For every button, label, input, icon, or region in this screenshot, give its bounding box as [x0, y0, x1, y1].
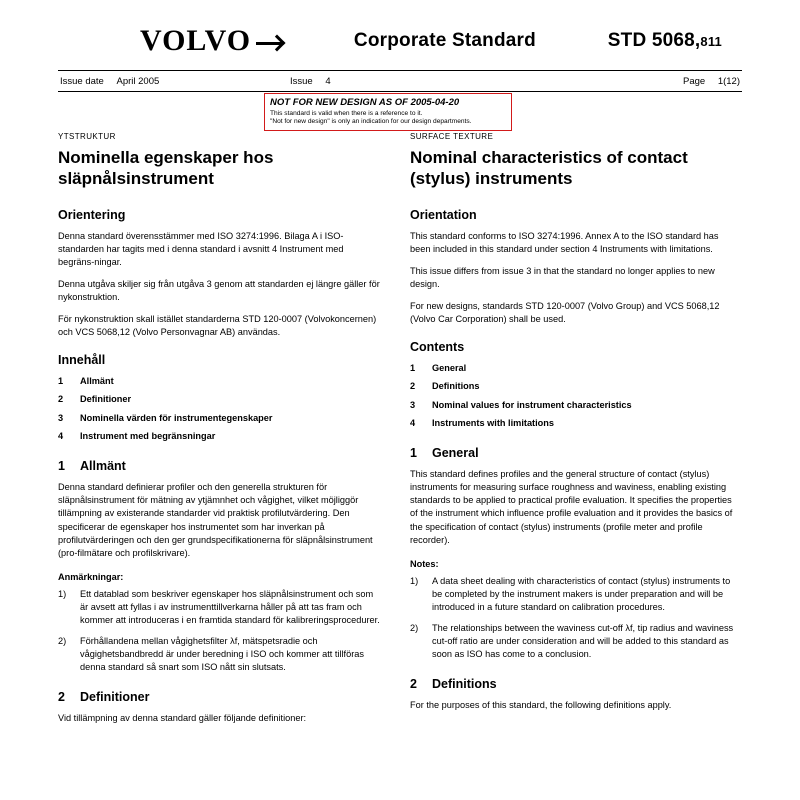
- column-swedish: [58, 132, 382, 734]
- toc-item-label: Definitioner: [80, 394, 132, 405]
- volvo-arrow-icon: [256, 42, 282, 45]
- heading-contents-english: Contents: [410, 339, 465, 354]
- warning-area: [58, 92, 742, 128]
- standard-number-main: STD 5068,: [607, 30, 701, 51]
- section1-number-en: 1: [410, 446, 417, 461]
- toc-item: [58, 393, 382, 406]
- warning-title: NOT FOR NEW DESIGN AS OF 2005-04-20: [270, 97, 460, 108]
- issue-date-field: [60, 76, 290, 87]
- document-type-title: Corporate Standard: [353, 30, 536, 51]
- not-for-new-design-box: [264, 93, 512, 131]
- toc-item-label: Instrument med begränsningar: [80, 430, 216, 441]
- standard-number: [608, 30, 722, 52]
- warning-line-1: This standard is valid when there is a reference to it.: [270, 110, 423, 117]
- heading-section2-swedish: [58, 690, 382, 704]
- toc-english: [410, 362, 734, 430]
- note-item: [410, 575, 734, 614]
- document-columns: [58, 132, 742, 734]
- note-item: [58, 635, 382, 674]
- toc-swedish: [58, 375, 382, 443]
- issue-value: 4: [325, 75, 331, 87]
- volvo-logo-text: VOLVO: [140, 24, 252, 57]
- paragraph-orientation-en-3: For new designs, standards STD 120-0007 (Volvo Group) and VCS 5068,12 (Volvo Car Corporation) shall be used.: [410, 300, 720, 324]
- kicker-english: SURFACE TEXTURE: [410, 132, 494, 141]
- toc-item-number: 3: [410, 399, 416, 410]
- note-number: 2): [410, 622, 419, 633]
- section2-title-en: Definitions: [432, 677, 497, 691]
- volvo-logo: [138, 24, 282, 58]
- toc-item: [410, 380, 734, 393]
- kicker-swedish: YTSTRUKTUR: [58, 132, 116, 141]
- heading-section2-english: [410, 677, 734, 691]
- heading-orientation-swedish: Orientering: [58, 207, 126, 222]
- toc-item: [410, 417, 734, 430]
- toc-item-label: Definitions: [432, 381, 480, 392]
- issue-label: Issue: [290, 75, 313, 87]
- note-number: 2): [58, 635, 67, 646]
- issue-field: [290, 76, 590, 87]
- section1-title-sv: Allmänt: [80, 459, 126, 474]
- note-number: 1): [410, 575, 419, 586]
- toc-item-number: 4: [410, 417, 416, 428]
- toc-item-label: General: [432, 362, 467, 373]
- title-swedish: Nominella egenskaper hos släpnålsinstrument: [58, 148, 274, 189]
- section2-title-sv: Definitioner: [80, 690, 150, 705]
- toc-item-label: Nominella värden för instrumentegenskaper: [80, 412, 273, 423]
- paragraph-orientation-en-2: This issue differs from issue 3 in that the standard no longer applies to new design.: [410, 265, 715, 289]
- toc-item-number: 4: [58, 430, 64, 441]
- note-item: [410, 622, 734, 661]
- note-text: Ett datablad som beskriver egenskaper hos släpnålsinstrument och som är avsett att fyllas i av instrumenttillverkarna håller på att tas fram och kommer att introduceras i en framtida standard för kalibreringsprocedurer.: [80, 588, 380, 625]
- warning-line-2: "Not for new design" is only an indication for our design departments.: [270, 118, 472, 126]
- paragraph-section1-sv-1: Denna standard definierar profiler och den generella strukturen för släpnålsinstrument för mätning av ytjämnhet och vågighet, vilket möjliggör tillämpning av existerande standarder vid praktisk profilutvärdering. Den specificerar de egenskaper hos instrumentet som har inverkan på profilutvärderingen och den ger grundspecifikationerna för släpnålsinstrument (pro-filmätare och profilskrivare).: [58, 482, 373, 558]
- heading-section1-swedish: [58, 459, 382, 473]
- note-item: [58, 588, 382, 627]
- notes-heading-swedish: Anmärkningar:: [58, 571, 124, 582]
- standard-number-suffix: 811: [700, 34, 722, 49]
- paragraph-section1-en-1: This standard defines profiles and the general structure of contact (stylus) instruments for measuring surface roughness and waviness, enabling existing standards to be applied to practical profile evaluation. It specifies the properties of the instrument which influence profile evaluation and it provides the basics of the specification of contact (stylus) instruments (profile meter and profile recorder).: [410, 469, 733, 545]
- column-english: [410, 132, 734, 734]
- note-text: A data sheet dealing with characteristics of contact (stylus) instruments to be completed by the instrument makers is under preparation and will be introduced in a future standard on calibration procedures.: [432, 575, 731, 612]
- section2-number-sv: 2: [58, 690, 65, 705]
- note-text: Förhållandena mellan vågighetsfilter λf, mätspetsradie och vågighetsbandbredd är under beredning i ISO och kommer att tillföras denna standard så snart som ISO nått sin slutsats.: [80, 635, 364, 672]
- paragraph-orientation-en-1: This standard conforms to ISO 3274:1996. Annex A to the ISO standard has been included in this standard under section 4 Instruments with limitations.: [410, 230, 719, 254]
- note-number: 1): [58, 588, 67, 599]
- heading-orientation-english: Orientation: [410, 207, 477, 222]
- toc-item: [58, 375, 382, 388]
- page-field: [590, 76, 740, 87]
- paragraph-section2-en-1: For the purposes of this standard, the following definitions apply.: [410, 700, 672, 710]
- paragraph-section2-sv-1: Vid tillämpning av denna standard gäller följande definitioner:: [58, 713, 307, 724]
- toc-item: [410, 362, 734, 375]
- toc-item-number: 1: [58, 375, 64, 386]
- toc-item: [58, 430, 382, 443]
- page-value: 1(12): [717, 75, 740, 87]
- document-masthead: [58, 18, 742, 64]
- notes-heading-english: Notes:: [410, 558, 439, 569]
- paragraph-orientation-sv-3: För nykonstruktion skall istället standarderna STD 120-0007 (Volvokoncernen) och VCS 5068,12 (Volvo Personvagnar AB) användas.: [58, 313, 377, 337]
- toc-item: [58, 412, 382, 425]
- title-english: Nominal characteristics of contact (stylus) instruments: [410, 148, 688, 189]
- section1-number-sv: 1: [58, 459, 65, 474]
- toc-item: [410, 399, 734, 412]
- section2-number-en: 2: [410, 677, 417, 691]
- toc-item-label: Instruments with limitations: [432, 417, 554, 428]
- toc-item-number: 2: [58, 394, 64, 405]
- section1-title-en: General: [432, 446, 479, 461]
- page-label: Page: [682, 75, 706, 87]
- toc-item-number: 2: [410, 381, 416, 392]
- heading-contents-swedish: Innehåll: [58, 352, 106, 367]
- document-meta-row: [58, 71, 742, 91]
- toc-item-label: Allmänt: [80, 375, 114, 386]
- heading-section1-english: [410, 446, 734, 460]
- note-text: The relationships between the waviness cut-off λf, tip radius and waviness cut-off ratio are under consideration and will be added to this standard as soon as ISO has come to a conclusion.: [432, 622, 734, 659]
- toc-item-number: 1: [410, 362, 416, 373]
- issue-date-label: Issue date: [60, 75, 104, 87]
- toc-item-label: Nominal values for instrument characteristics: [432, 399, 632, 410]
- issue-date-value: April 2005: [116, 75, 160, 87]
- paragraph-orientation-sv-1: Denna standard överensstämmer med ISO 3274:1996. Bilaga A i ISO-standarden har tagits med i denna standard i avsnitt 4 Instrument med begräns-ningar.: [58, 230, 344, 267]
- paragraph-orientation-sv-2: Denna utgåva skiljer sig från utgåva 3 genom att standarden ej längre gäller för nykonstruktion.: [58, 278, 380, 302]
- toc-item-number: 3: [58, 412, 64, 423]
